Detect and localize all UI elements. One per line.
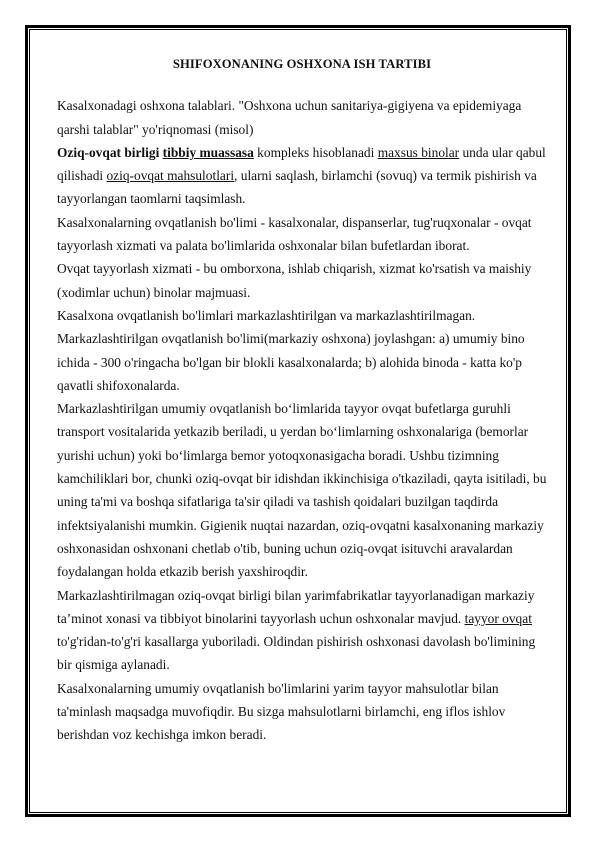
- bold-term-food-unit: Oziq-ovqat birligi: [57, 144, 160, 160]
- paragraph-6: Markazlashtirilgan ovqatlanish bo'limi(markaziy oshxona) joylashgan: a) umumiy bino ichida - 300 o'ringacha bo'lgan bir blokli kasalxonalarda; b) alohida binoda - katta ko'p qavatli shifoxonalarda.: [57, 331, 525, 393]
- document-title: SHIFOXONANING OSHXONA ISH TARTIBI: [172, 57, 432, 71]
- link-medical-institution[interactable]: tibbiy muassasa: [162, 144, 254, 160]
- paragraph-8: [57, 584, 547, 677]
- paragraph-8-text: to'g'ridan-to'g'ri kasallarga yuboriladi. Oldindan pishirish oshxonasi davolash bo'limining bir qismiga aylanadi.: [57, 634, 536, 673]
- paragraph-9: Kasalxonalarning umumiy ovqatlanish bo'limlarini yarim tayyor mahsulotlar bilan ta'minlash maqsadga muvofiqdir. Bu sizga mahsulotlarni birlamchi, eng iflos ishlov berishdan voz kechishga imkon beradi.: [57, 680, 506, 743]
- link-special-buildings[interactable]: maxsus binolar: [377, 144, 460, 160]
- paragraph-2: [57, 141, 547, 211]
- paragraph-3: Kasalxonalarning ovqatlanish bo'limi - kasalxonalar, dispanserlar, tug'ruqxonalar - ovqat tayyorlash xizmati va palata bo'limlarida oshxonalar bilan bufetlardan iborat.: [57, 214, 532, 254]
- link-ready-food[interactable]: tayyor ovqat: [464, 610, 532, 626]
- link-food-products[interactable]: oziq-ovqat mahsulotlari: [106, 168, 235, 184]
- paragraph-2-text: unda ular qabul qilishadi: [57, 144, 546, 184]
- paragraph-1: Kasalxonadagi oshxona talablari. "Oshxona uchun sanitariya-gigiyena va epidemiyaga qarshi talablar" yo'riqnomasi (misol): [57, 98, 522, 137]
- paragraph-2-text: kompleks hisoblanadi: [253, 144, 378, 160]
- paragraph-5: Kasalxona ovqatlanish bo'limlari markazlashtirilgan va markazlashtirilmagan.: [57, 307, 476, 323]
- paragraph-8-text: Markazlashtirilmagan oziq-ovqat birligi bilan yarimfabrikatlar tayyorlanadigan markaziy ta’minot xonasi va tibbiyot binolarini tayyorlash uchun oshxonalar mavjud.: [57, 587, 535, 626]
- paragraph-2-text: , ularni saqlash, birlamchi (sovuq) va termik pishirish va tayyorlangan taomlarni taqsimlash.: [57, 168, 537, 207]
- paragraph-4: Ovqat tayyorlash xizmati - bu omborxona, ishlab chiqarish, xizmat ko'rsatish va maishiy (xodimlar uchun) binolar majmuasi.: [57, 261, 532, 300]
- document-body: [57, 53, 547, 747]
- paragraph-7: Markazlashtirilgan umumiy ovqatlanish bo‘limlarida tayyor ovqat bufetlarga guruhli transport vositalarida yetkazib beriladi, u yerdan bo‘limlarning oshxonalariga (bemorlar yurishi uchun) yoki bo‘limlarga bemor yotoqxonasigacha boradi. Ushbu tizimning kamchiliklari bor, chunki oziq-ovqat bir idishdan ikkinchisiga o'tkaziladi, qayta isitiladi, bu uning ta'mi va boshqa sifatlariga ta'sir qiladi va tashish qoidalari buzilgan taqdirda infektsiyalanishi mumkin. Gigienik nuqtai nazardan, oziq-ovqatni kasalxonaning markaziy oshxonasidan oshxonani chetlab o'tib, buning uchun oziq-ovqat isituvchi aravalardan foydalangan holda etkazib berish yaxshiroqdir.: [57, 401, 547, 580]
